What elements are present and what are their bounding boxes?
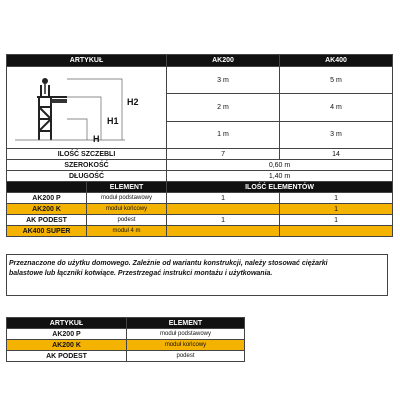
element-ak400-count: 1 — [280, 193, 393, 204]
ak400-h-value: 3 m — [280, 121, 393, 148]
ak400-h1-value: 4 m — [280, 94, 393, 121]
header-ak200: AK200 — [167, 55, 280, 67]
ladder-diagram — [7, 67, 167, 149]
articles-header-element: ELEMENT — [127, 318, 245, 329]
articles-table — [6, 317, 245, 362]
width-label: SZEROKOŚĆ — [7, 160, 167, 171]
element-ak200-count — [167, 226, 280, 237]
element-ak200-count: 1 — [167, 193, 280, 204]
article-code: AK200 P — [7, 329, 127, 340]
ak200-h-value: 1 m — [167, 121, 280, 148]
diagram-label-h1: H1 — [107, 116, 119, 126]
header-ak400: AK400 — [280, 55, 393, 67]
usage-note-line-2: balastowe lub łączniki kotwiące. Przestrzegać instrukci montażu i użytkowania. — [9, 270, 273, 278]
element-code: AK PODEST — [7, 215, 87, 226]
element-header-spacer — [7, 182, 87, 193]
usage-note-line-1: Przeznaczone do użytku domowego. Zależnie od wariantu konstrukcji, należy stosować ciężarki — [9, 260, 328, 267]
length-label: DŁUGOŚĆ — [7, 171, 167, 182]
specification-table — [6, 54, 393, 237]
element-ak400-count: 1 — [280, 215, 393, 226]
ak200-h2-value: 3 m — [167, 67, 280, 94]
length-value: 1,40 m — [167, 171, 393, 182]
diagram-label-h: H — [93, 134, 100, 144]
article-code: AK PODEST — [7, 351, 127, 362]
element-name: podest — [87, 215, 167, 226]
width-value: 0,60 m — [167, 160, 393, 171]
element-name: moduł podstawowy — [87, 193, 167, 204]
article-code: AK200 K — [7, 340, 127, 351]
element-ak400-count — [280, 226, 393, 237]
ak200-h1-value: 2 m — [167, 94, 280, 121]
element-name: moduł 4 m — [87, 226, 167, 237]
article-element: podest — [127, 351, 245, 362]
element-ak200-count — [167, 204, 280, 215]
element-header-count: ILOŚĆ ELEMENTÓW — [167, 182, 393, 193]
element-header-element: ELEMENT — [87, 182, 167, 193]
article-element: moduł podstawowy — [127, 329, 245, 340]
element-code: AK200 P — [7, 193, 87, 204]
ak400-h2-value: 5 m — [280, 67, 393, 94]
header-artykul: ARTYKUŁ — [7, 55, 167, 67]
element-code: AK200 K — [7, 204, 87, 215]
ladder-illustration — [7, 67, 167, 148]
element-name: moduł końcowy — [87, 204, 167, 215]
rungs-ak200: 7 — [167, 149, 280, 160]
element-code: AK400 SUPER — [7, 226, 87, 237]
element-ak200-count: 1 — [167, 215, 280, 226]
usage-note — [6, 254, 388, 296]
article-element: moduł końcowy — [127, 340, 245, 351]
element-ak400-count: 1 — [280, 204, 393, 215]
rungs-ak400: 14 — [280, 149, 393, 160]
articles-header-artykul: ARTYKUŁ — [7, 318, 127, 329]
rungs-label: ILOŚĆ SZCZEBLI — [7, 149, 167, 160]
diagram-label-h2: H2 — [127, 97, 139, 107]
